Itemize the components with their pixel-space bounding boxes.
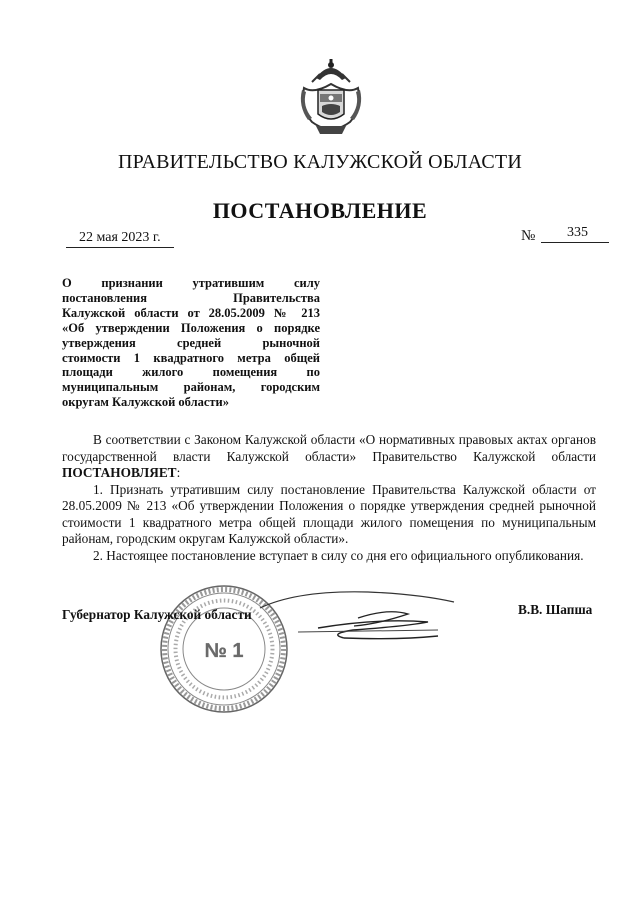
document-number-field — [541, 226, 609, 243]
subject-line: Калужской области от 28.05.2009 № 213 — [62, 305, 320, 320]
item-1-paragraph: 1. Признать утратившим силу постановление Правительства Калужской области от 28.05.2009 № 213 «Об утверждении Положения о порядке утверждения средней рыночной стоимости 1 квадратного метра общей площади жилого помещения по муниципальным районам, городским округам Калужской области». — [62, 481, 596, 546]
signer-title: Губернатор Калужской области — [62, 607, 252, 622]
number-sign: № — [521, 228, 536, 244]
subject-line: утверждения средней рыночной — [62, 335, 320, 350]
document-date: 22 мая 2023 г. — [79, 230, 161, 245]
subject-line: площади жилого помещения по — [62, 365, 320, 380]
subject-line: стоимости 1 квадратного метра общей — [62, 350, 320, 365]
subject-line: округам Калужской области» — [62, 395, 230, 410]
signer-name: В.В. Шапша — [518, 602, 593, 617]
item-2-paragraph: 2. Настоящее постановление вступает в силу со дня его официального опубликования. — [93, 547, 584, 563]
government-title: ПРАВИТЕЛЬСТВО КАЛУЖСКОЙ ОБЛАСТИ — [118, 151, 522, 173]
subject-line: О признании утратившим силу — [62, 276, 320, 290]
document-type-heading: ПОСТАНОВЛЕНИЕ — [212, 198, 428, 223]
resolves-colon: : — [176, 465, 181, 480]
subject-line: муниципальным районам, городским — [62, 380, 320, 395]
subject-line: «Об утверждении Положения о порядке — [62, 320, 320, 335]
subject-line: постановления Правительства — [62, 290, 320, 305]
kaluga-coat-of-arms-icon — [298, 58, 364, 136]
document-number: 335 — [567, 225, 588, 240]
document-subject — [62, 276, 320, 410]
document-body — [62, 432, 596, 564]
resolves-keyword: ПОСТАНОВЛЯЕТ — [62, 465, 177, 480]
document-date-field — [66, 229, 174, 248]
preamble-text: В соответствии с Законом Калужской области «О нормативных правовых актах органов государственной власти Калужской области» Правительство Калужской области — [62, 432, 596, 464]
preamble-paragraph — [62, 432, 596, 482]
handwritten-signature-icon — [258, 588, 458, 648]
stamp-number: № 1 — [204, 640, 244, 662]
